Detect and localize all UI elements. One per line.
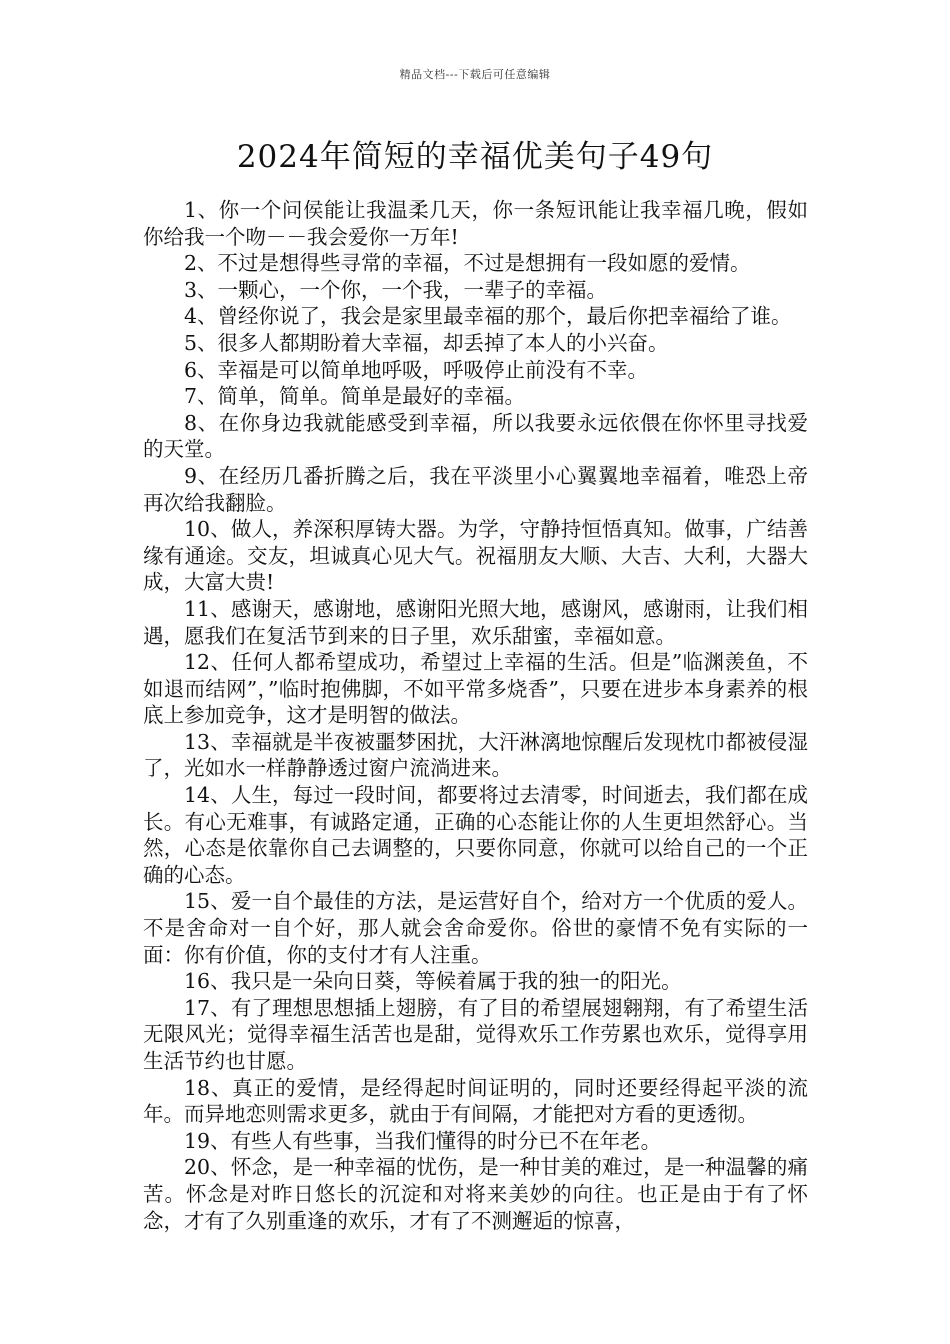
paragraph-6: 6、幸福是可以简单地呼吸，呼吸停止前没有不幸。 (184, 357, 649, 382)
paragraph-8: 8、在你身边我就能感受到幸福，所以我要永远依偎在你怀里寻找爱的天堂。 (143, 410, 808, 462)
paragraph-16: 16、我只是一朵向日葵，等候着属于我的独一的阳光。 (184, 969, 682, 994)
paragraph-12: 12、任何人都希望成功，希望过上幸福的生活。但是”临渊羡鱼，不如退而结网”，”临时抱佛脚，不如平常多烧香”，只要在进步本身素养的根底上参加竞争，这才是明智的做法。 (143, 650, 808, 728)
document-body (143, 197, 808, 1234)
header-note: 精品文档---下载后可任意编辑 (399, 68, 551, 81)
paragraph-10: 10、做人，养深积厚铸大器。为学，守静持恒悟真知。做事，广结善缘有通途。交友，坦诚真心见大气。祝福朋友大顺、大吉、大利，大器大成，大富大贵! (143, 517, 808, 595)
paragraph-1: 1、你一个问侯能让我温柔几天，你一条短讯能让我幸福几晚，假如你给我一个吻－－我会爱你一万年! (143, 198, 808, 249)
paragraph-11: 11、感谢天，感谢地，感谢阳光照大地，感谢风，感谢雨，让我们相遇，愿我们在复活节到来的日子里，欢乐甜蜜，幸福如意。 (143, 596, 808, 648)
paragraph-2: 2、不过是想得些寻常的幸福，不过是想拥有一段如愿的爱情。 (184, 251, 751, 276)
paragraph-14: 14、人生，每过一段时间，都要将过去清零，时间逝去，我们都在成长。有心无难事，有诚路定通，正确的心态能让你的人生更坦然舒心。当然，心态是依靠你自己去调整的，只要你同意，你就可以给自己的一个正确的心态。 (143, 783, 808, 887)
paragraph-15: 15、爱一自个最佳的方法，是运营好自个，给对方一个优质的爱人。不是舍命对一自个好，那人就会舍命爱你。俗世的豪情不免有实际的一面：你有价值，你的支付才有人注重。 (143, 889, 808, 967)
paragraph-17: 17、有了理想思想插上翅膀，有了目的希望展翅翱翔，有了希望生活无限风光；觉得幸福生活苦也是甜，觉得欢乐工作劳累也欢乐，觉得享用生活节约也甘愿。 (143, 995, 808, 1073)
document-title: 2024年简短的幸福优美句子49句 (236, 139, 714, 175)
paragraph-7: 7、简单，简单。简单是最好的幸福。 (184, 384, 526, 409)
paragraph-20: 20、怀念，是一种幸福的忧伤，是一种甘美的难过，是一种温馨的痛苦。怀念是对昨日悠长的沉淀和对将来美妙的向往。也正是由于有了怀念，才有了久别重逢的欢乐，才有了不测邂逅的惊喜， (143, 1155, 808, 1233)
paragraph-3: 3、一颗心，一个你，一个我，一辈子的幸福。 (184, 277, 608, 302)
paragraph-18: 18、真正的爱情，是经得起时间证明的，同时还要经得起平淡的流年。而异地恋则需求更多，就由于有间隔，才能把对方看的更透彻。 (143, 1075, 808, 1127)
paragraph-4: 4、曾经你说了，我会是家里最幸福的那个，最后你把幸福给了谁。 (184, 304, 792, 329)
paragraph-5: 5、很多人都期盼着大幸福，却丢掉了本人的小兴奋。 (184, 330, 669, 355)
paragraph-19: 19、有些人有些事，当我们懂得的时分已不在年老。 (184, 1128, 662, 1153)
paragraph-13: 13、幸福就是半夜被噩梦困扰，大汗淋漓地惊醒后发现枕巾都被侵湿了，光如水一样静静透过窗户流淌进来。 (143, 729, 808, 781)
paragraph-9: 9、在经历几番折腾之后，我在平淡里小心翼翼地幸福着，唯恐上帝再次给我翻脸。 (143, 463, 808, 515)
